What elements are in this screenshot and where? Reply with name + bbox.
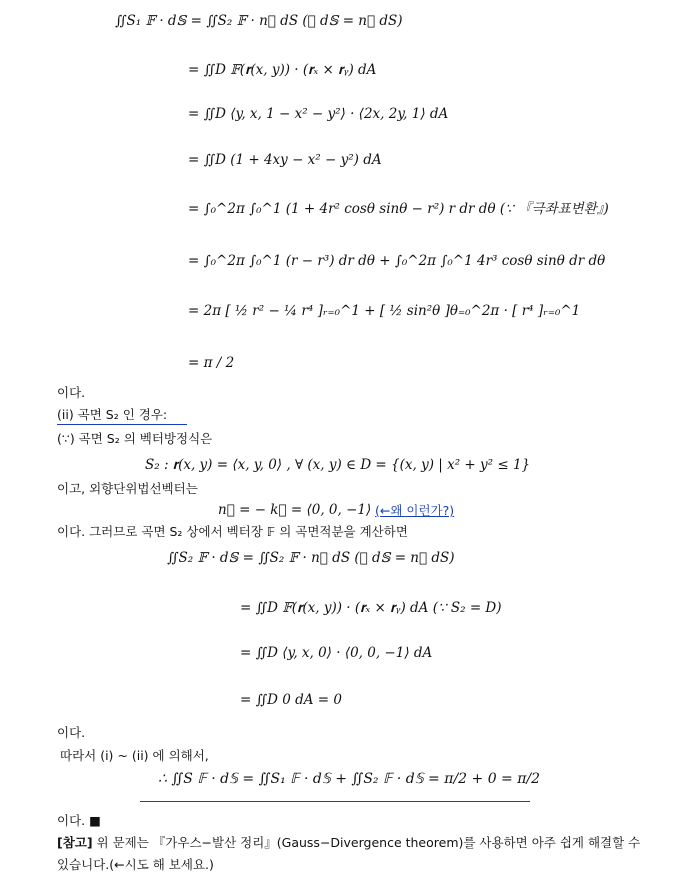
eq-part1-line3: = ∬D ⟨y, x, 1 − x² − y²⟩ · ⟨2x, 2y, 1⟩ dA xyxy=(188,106,449,122)
eq-part2-line2: = ∬D 𝔽(𝐫(x, y)) · (𝐫ₓ × 𝐫ᵧ) dA (∵ S₂ = D) xyxy=(240,600,502,616)
eq-part1-line2: = ∬D 𝔽(𝐫(x, y)) · (𝐫ₓ × 𝐫ᵧ) dA xyxy=(188,62,377,78)
final-equation: ∴ ∬S 𝔽 · d𝕊 = ∬S₁ 𝔽 · d𝕊 + ∬S₂ 𝔽 · d𝕊 = π/2 + 0 = π/2 xyxy=(158,771,541,787)
case2-heading-underline xyxy=(57,424,187,425)
eq-part1-line6: = ∫₀^2π ∫₀^1 (r − r³) dr dθ + ∫₀^2π ∫₀^1 4r³ cosθ sinθ dr dθ xyxy=(188,253,606,269)
normal-vector-equation: n⃗ = − k⃗ = ⟨0, 0, −1⟩ xyxy=(218,502,372,518)
eq-part2-line1: ∬S₂ 𝔽 · d𝕊 = ∬S₂ 𝔽 · n⃗ dS (∵ d𝕊 = n⃗ dS) xyxy=(167,550,455,566)
eq-part1-line4: = ∬D (1 + 4xy − x² − y²) dA xyxy=(188,152,382,168)
eq-part1-line8: = π / 2 xyxy=(188,355,235,371)
final-equation-underline xyxy=(140,801,530,802)
case2-heading: (ii) 곡면 S₂ 인 경우: xyxy=(57,407,168,422)
text-ida-1: 이다. xyxy=(57,385,86,400)
text-ida-2: 이다. xyxy=(57,725,86,740)
because-line: (∵) 곡면 S₂ 의 벡터방정식은 xyxy=(57,431,213,446)
eq-part1-line7: = 2π [ ½ r² − ¼ r⁴ ]ᵣ₌₀^1 + [ ½ sin²θ ]θ₌₀^2π · [ r⁴ ]ᵣ₌₀^1 xyxy=(188,303,581,319)
eq-part2-line3: = ∬D ⟨y, x, 0⟩ · ⟨0, 0, −1⟩ dA xyxy=(240,645,433,661)
note-text-1: 위 문제는 『가우스−발산 정리』(Gauss−Divergence theorem)를 사용하면 아주 쉽게 해결할 수 xyxy=(92,835,641,850)
normal-intro: 이고, 외향단위법선벡터는 xyxy=(57,481,198,496)
compute-intro: 이다. 그러므로 곡면 S₂ 상에서 벡터장 𝔽 의 곡면적분을 계산하면 xyxy=(57,524,408,539)
note-line-1 xyxy=(57,835,640,850)
why-link[interactable]: (←왜 이런가?) xyxy=(375,503,455,518)
text-ida-3: 이다. ■ xyxy=(57,813,101,828)
eq-part1-line5: = ∫₀^2π ∫₀^1 (1 + 4r² cosθ sinθ − r²) r dr dθ (∵ 『극좌표변환』) xyxy=(188,201,609,217)
eq-part1-line1: ∬S₁ 𝔽 · d𝕊 = ∬S₂ 𝔽 · n⃗ dS (∵ d𝕊 = n⃗ dS) xyxy=(115,13,403,29)
note-line-2: 있습니다.(←시도 해 보세요.) xyxy=(57,857,214,872)
eq-part2-line4: = ∬D 0 dA = 0 xyxy=(240,692,342,708)
note-label: [참고] xyxy=(57,835,93,850)
vector-equation: S₂ : 𝐫(x, y) = ⟨x, y, 0⟩ , ∀ (x, y) ∈ D = {(x, y) | x² + y² ≤ 1} xyxy=(145,457,531,473)
therefore-intro: 따라서 (i) ~ (ii) 에 의해서, xyxy=(60,748,209,763)
